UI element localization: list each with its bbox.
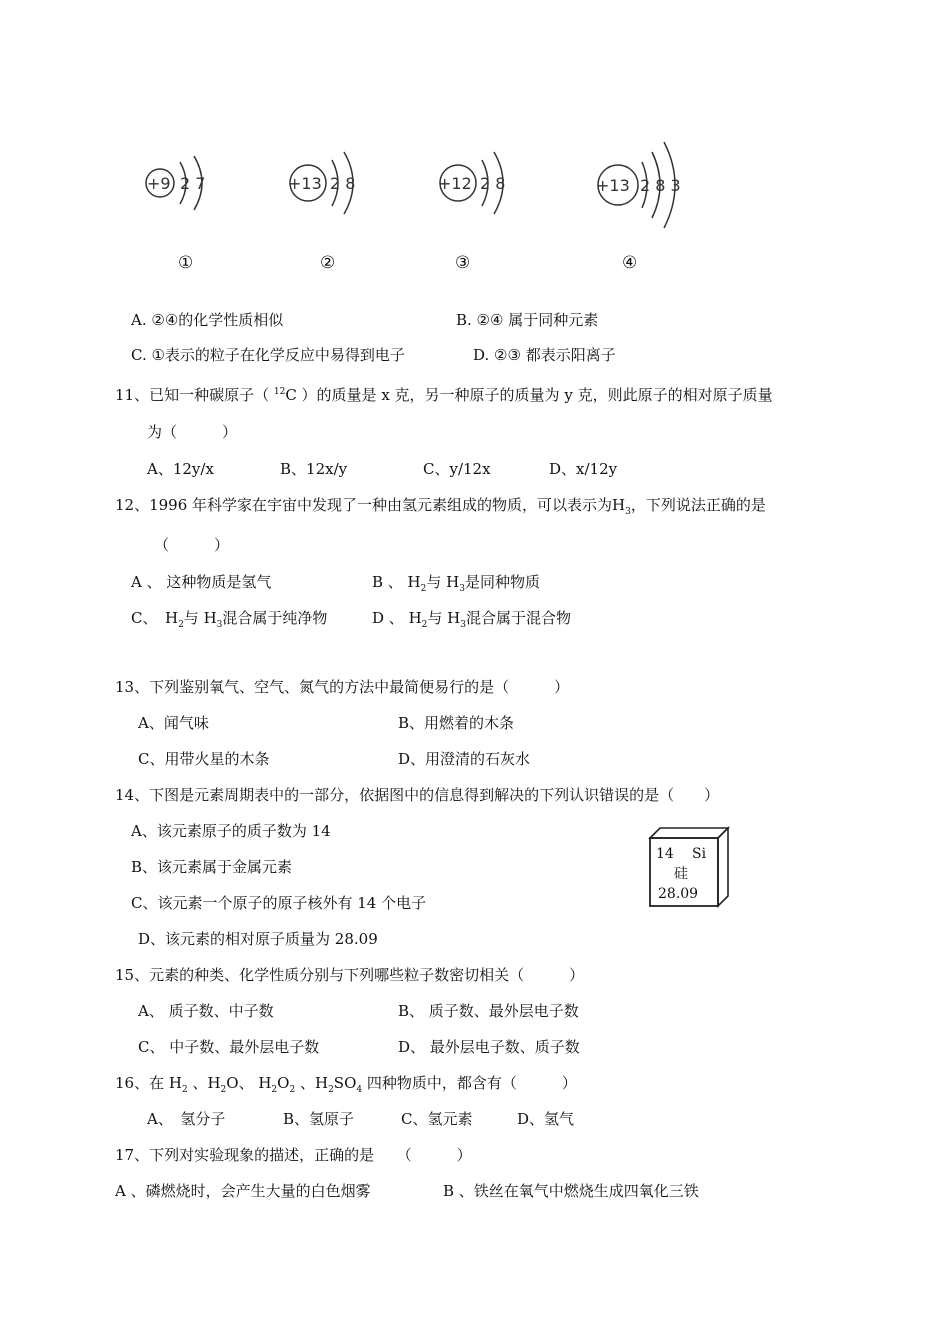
q15-option-a: A、 质子数、中子数 <box>138 1002 274 1020</box>
q13-option-b: B、用燃着的木条 <box>398 714 515 732</box>
q12-option-b: B 、 $H_2$与 $H_3$是同种物质 <box>372 573 540 594</box>
element-mass: 28.09 <box>658 886 699 902</box>
q10-option-b: B. ②④ 属于同种元素 <box>456 311 599 329</box>
q13-option-a: A、闻气味 <box>138 714 209 732</box>
atom-label-1: ① <box>178 253 194 273</box>
atom-diagram-4 <box>588 138 698 242</box>
shell-electrons: 2 8 <box>480 174 506 193</box>
shell-electrons: 2 8 3 <box>640 176 681 195</box>
atom-label-3: ③ <box>455 253 471 273</box>
q17-option-a: A 、磷燃烧时，会产生大量的白色烟雾 <box>115 1182 371 1200</box>
q16-question: 16、在 $H_2$ 、$H_2O$、 $H_2O_2$ 、$H_2SO_4$ 四种物质中，都含有（ ） <box>115 1074 577 1095</box>
element-name: 硅 <box>674 866 688 882</box>
nucleus-charge: +13 <box>596 176 630 195</box>
q16-option-c: C、氢元素 <box>401 1110 473 1128</box>
q10-option-d: D. ②③ 都表示阳离子 <box>473 346 616 364</box>
q17-option-b: B 、铁丝在氧气中燃烧生成四氧化三铁 <box>443 1182 699 1200</box>
q16-option-a: A、 氢分子 <box>147 1110 226 1128</box>
q15-option-d: D、 最外层电子数、质子数 <box>398 1038 580 1056</box>
q11-option-b: B、12x/y <box>280 460 348 478</box>
q10-option-c: C. ①表示的粒子在化学反应中易得到电子 <box>131 346 405 364</box>
q17-question: 17、下列对实验现象的描述，正确的是 （ ） <box>115 1146 472 1164</box>
q14-option-b: B、该元素属于金属元素 <box>131 858 293 876</box>
shell-electrons: 2 7 <box>180 174 206 193</box>
q11-question-cont: 为（ ） <box>147 423 238 441</box>
q16-option-b: B、氢原子 <box>283 1110 355 1128</box>
nucleus-charge: +9 <box>147 174 171 193</box>
q11-option-d: D、x/12y <box>549 460 618 478</box>
nucleus-charge: +12 <box>438 174 472 193</box>
q15-question: 15、元素的种类、化学性质分别与下列哪些粒子数密切相关（ ） <box>115 966 585 984</box>
element-number: 14 <box>656 846 674 862</box>
periodic-element-tile <box>646 826 730 908</box>
q14-question: 14、下图是元素周期表中的一部分，依据图中的信息得到解决的下列认识错误的是（ ） <box>115 786 720 804</box>
q15-option-b: B、 质子数、最外层电子数 <box>398 1002 579 1020</box>
q13-question: 13、下列鉴别氧气、空气、氮气的方法中最简便易行的是（ ） <box>115 678 570 696</box>
q13-option-c: C、用带火星的木条 <box>138 750 270 768</box>
atom-diagram-2 <box>280 138 380 232</box>
q14-option-a: A、该元素原子的质子数为 14 <box>131 822 331 840</box>
q12-question: 12、1996 年科学家在宇宙中发现了一种由氢元素组成的物质，可以表示为$H_3$，下列说法正确的是 <box>115 496 766 517</box>
atom-diagram-1 <box>138 138 228 232</box>
q16-option-d: D、氢气 <box>517 1110 575 1128</box>
q14-option-d: D、该元素的相对原子质量为 28.09 <box>138 930 378 948</box>
q12-paren: （ ） <box>154 536 230 554</box>
q11-question: 11、已知一种碳原子（ $^{12}$C ）的质量是 x 克，另一种原子的质量为 y 克，则此原子的相对原子质量 <box>115 386 773 404</box>
nucleus-charge: +13 <box>288 174 322 193</box>
shell-electrons: 2 8 <box>330 174 356 193</box>
atom-diagram-3 <box>430 138 530 232</box>
element-symbol: Si <box>692 846 707 862</box>
q13-option-d: D、用澄清的石灰水 <box>398 750 531 768</box>
atom-label-4: ④ <box>622 253 638 273</box>
q12-option-a: A 、 这种物质是氢气 <box>131 573 272 591</box>
q11-option-c: C、y/12x <box>423 460 491 478</box>
q10-option-a: A. ②④的化学性质相似 <box>131 311 284 329</box>
atom-label-2: ② <box>320 253 336 273</box>
q11-option-a: A、12y/x <box>147 460 214 478</box>
q14-option-c: C、该元素一个原子的原子核外有 14 个电子 <box>131 894 427 912</box>
q12-option-c: C、 $H_2$与 $H_3$混合属于纯净物 <box>131 609 328 630</box>
q12-option-d: D 、 $H_2$与 $H_3$混合属于混合物 <box>372 609 571 630</box>
q15-option-c: C、 中子数、最外层电子数 <box>138 1038 320 1056</box>
